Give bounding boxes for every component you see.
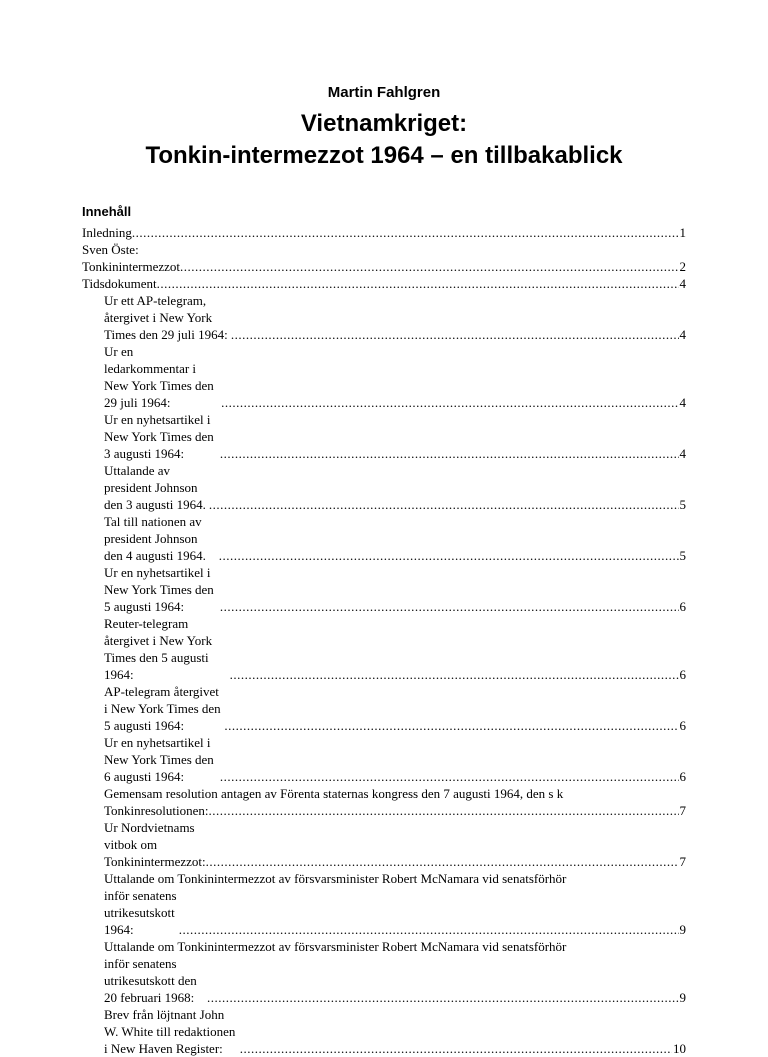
toc-entry[interactable] (82, 513, 686, 564)
toc-page-number: 4 (679, 395, 686, 410)
toc-leader-dots (207, 989, 679, 1006)
toc-entry-title-line-2: inför senatens utrikesutskott 1964: (104, 888, 177, 937)
toc-leader-dots (209, 496, 679, 513)
toc-leader-dots (209, 802, 679, 819)
toc-entry[interactable] (82, 938, 686, 955)
toc-entry-title-line-1: Gemensam resolution antagen av Förenta staternas kongress den 7 augusti 1964, den s k (104, 786, 564, 801)
title-line-1: Vietnamkriget: (300, 110, 468, 137)
title-line-2: Tonkin-intermezzot 1964 – en tillbakablick (145, 142, 623, 169)
toc-entry[interactable] (82, 1006, 686, 1057)
toc-page-number: 7 (679, 803, 686, 818)
toc-page-number: 5 (679, 548, 686, 563)
toc-entry-continuation[interactable] (82, 955, 686, 1006)
toc-entry-title: Uttalande av president Johnson den 3 augusti 1964. (104, 463, 206, 512)
toc-entry[interactable] (82, 785, 686, 802)
toc-entry-title: Tal till nationen av president Johnson den 4 augusti 1964. (104, 514, 206, 563)
toc-entry-title: Ur en nyhetsartikel i New York Times den 3 augusti 1964: (104, 412, 214, 461)
toc-entry-title: Ur ett AP-telegram, återgivet i New York Times den 29 juli 1964: (104, 293, 228, 342)
toc-leader-dots (220, 445, 679, 462)
toc-entry[interactable] (82, 411, 686, 462)
table-of-contents (82, 224, 686, 1057)
toc-entry[interactable] (82, 241, 686, 275)
toc-page-number: 6 (679, 667, 686, 682)
toc-entry[interactable] (82, 275, 686, 292)
toc-leader-dots (220, 598, 679, 615)
toc-entry[interactable] (82, 292, 686, 343)
toc-entry-title: Inledning (82, 225, 132, 240)
toc-page-number: 4 (679, 276, 686, 291)
toc-leader-dots (221, 394, 678, 411)
toc-entry[interactable] (82, 734, 686, 785)
toc-leader-dots (230, 666, 679, 683)
toc-leader-dots (206, 853, 679, 870)
toc-entry-title: Tidsdokument (82, 276, 157, 291)
toc-entry-title-line-1: Uttalande om Tonkinintermezzot av försvarsminister Robert McNamara vid senatsförhör (104, 939, 567, 954)
toc-page-number: 7 (679, 854, 686, 869)
toc-leader-dots (220, 768, 679, 785)
toc-page-number: 6 (679, 769, 686, 784)
toc-page-number: 6 (679, 599, 686, 614)
toc-entry[interactable] (82, 343, 686, 411)
toc-leader-dots (179, 921, 679, 938)
toc-page-number: 4 (679, 327, 686, 342)
toc-entry[interactable] (82, 564, 686, 615)
toc-page-number: 4 (679, 446, 686, 461)
toc-entry-title: Ur en nyhetsartikel i New York Times den 6 augusti 1964: (104, 735, 214, 784)
toc-page-number: 10 (673, 1041, 686, 1056)
author-name: Martin Fahlgren (327, 84, 441, 101)
toc-page-number: 6 (679, 718, 686, 733)
toc-entry-title-line-1: Uttalande om Tonkinintermezzot av försvarsminister Robert McNamara vid senatsförhör (104, 871, 567, 886)
toc-leader-dots (224, 717, 678, 734)
toc-heading: Innehåll (82, 204, 132, 219)
toc-entry-title-line-2: Tonkinresolutionen: (104, 803, 209, 818)
toc-entry-title: Sven Öste: Tonkinintermezzot (82, 242, 181, 274)
toc-entry-continuation[interactable] (82, 802, 686, 819)
toc-page-number: 9 (679, 990, 686, 1005)
toc-entry-title: Ur Nordvietnams vitbok om Tonkinintermezzot: (104, 820, 206, 869)
toc-entry-title-line-2: inför senatens utrikesutskott den 20 februari 1968: (104, 956, 197, 1005)
toc-leader-dots (231, 326, 679, 343)
toc-entry-title: AP-telegram återgivet i New York Times den 5 augusti 1964: (104, 684, 221, 733)
toc-page-number: 5 (679, 497, 686, 512)
toc-page-number: 2 (679, 259, 686, 274)
toc-leader-dots (219, 547, 679, 564)
toc-entry-title: Ur en nyhetsartikel i New York Times den 5 augusti 1964: (104, 565, 214, 614)
toc-page-number: 1 (679, 225, 686, 240)
toc-entry[interactable] (82, 819, 686, 870)
toc-entry-title: Reuter-telegram återgivet i New York Times den 5 augusti 1964: (104, 616, 213, 682)
toc-entry[interactable] (82, 462, 686, 513)
document-title (0, 108, 768, 172)
toc-leader-dots (132, 224, 679, 241)
toc-leader-dots (180, 258, 679, 275)
toc-entry[interactable] (82, 224, 686, 241)
toc-leader-dots (240, 1040, 672, 1057)
toc-entry[interactable] (82, 615, 686, 683)
toc-entry-title: Brev från löjtnant John W. White till redaktionen i New Haven Register: (104, 1007, 236, 1056)
toc-entry-continuation[interactable] (82, 887, 686, 938)
toc-entry-title: Ur en ledarkommentar i New York Times den 29 juli 1964: (104, 344, 214, 410)
toc-leader-dots (157, 275, 679, 292)
toc-entry[interactable] (82, 683, 686, 734)
toc-page-number: 9 (679, 922, 686, 937)
toc-entry[interactable] (82, 870, 686, 887)
